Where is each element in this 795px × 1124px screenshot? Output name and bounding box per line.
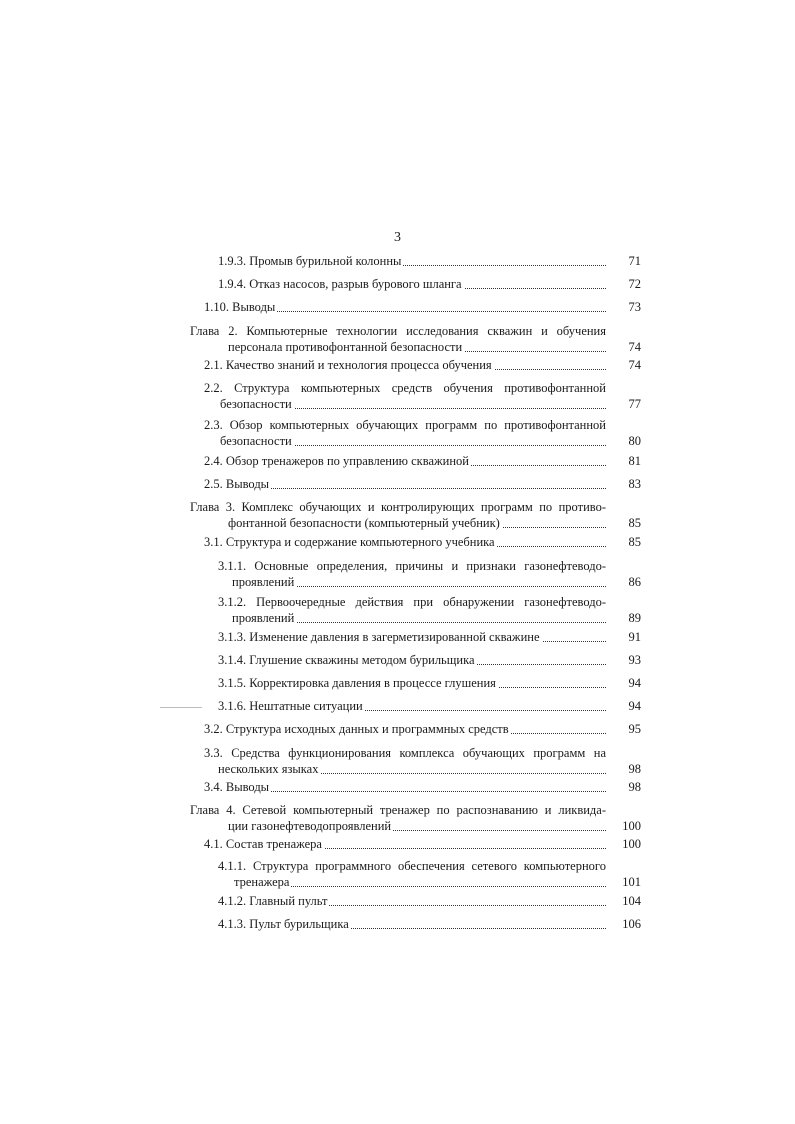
toc-entry-text: 3.4. Выводы [204, 780, 270, 794]
toc-entry-line [218, 698, 606, 714]
toc-entry-line [204, 357, 606, 373]
toc-entry-line [204, 453, 606, 469]
toc-page-number: 73 [628, 300, 641, 314]
toc-entry-line [204, 745, 606, 761]
toc-entry-line [204, 721, 606, 737]
toc-entry-line [204, 836, 606, 852]
toc-page-number: 101 [622, 875, 641, 889]
toc-entry-text: 3.1.1. Основные определения, причины и признаки газонефтеводо- [218, 559, 606, 573]
toc-entry-text: Глава 4. Сетевой компьютерный тренажер по распознаванию и ликвида- [190, 803, 606, 817]
toc-entry-line [190, 802, 606, 818]
toc-page-number: 100 [622, 819, 641, 833]
toc-entry-text: 2.4. Обзор тренажеров по управлению скважиной [204, 454, 469, 468]
toc-entry-text: 4.1.2. Главный пульт [218, 894, 328, 908]
toc-entry-line [190, 323, 606, 339]
toc-entry-text: тренажера [234, 875, 290, 889]
toc-entry-line [234, 874, 606, 890]
toc-page-number: 106 [622, 917, 641, 931]
toc-page-number: 85 [628, 535, 641, 549]
toc-entry-text: ции газонефтеводопроявлений [228, 819, 392, 833]
toc-page-number: 77 [628, 397, 641, 411]
toc-entry-text: 3.1.3. Изменение давления в загерметизированной скважине [218, 630, 540, 644]
toc-page-number: 95 [628, 722, 641, 736]
toc-entry-line [232, 610, 606, 626]
toc-entry-text: 1.9.4. Отказ насосов, разрыв бурового шланга [218, 277, 462, 291]
toc-entry-text: 1.10. Выводы [204, 300, 276, 314]
toc-entry-line [204, 299, 606, 315]
toc-entry-line [228, 515, 606, 531]
toc-entry-line [204, 476, 606, 492]
toc-page-number: 94 [628, 676, 641, 690]
toc-entry-text: безопасности [220, 434, 292, 448]
toc-entry-line [220, 396, 606, 412]
toc-entry-text: 3.1.4. Глушение скважины методом бурильщика [218, 653, 475, 667]
toc-entry-text: безопасности [220, 397, 292, 411]
toc-entry-text: 1.9.3. Промыв бурильной колонны [218, 254, 402, 268]
toc-entry-text: 2.2. Структура компьютерных средств обучения противофонтанной [204, 381, 606, 395]
toc-page-number: 80 [628, 434, 641, 448]
toc-entry-line [218, 652, 606, 668]
toc-page-number: 93 [628, 653, 641, 667]
toc-page-number: 85 [628, 516, 641, 530]
toc-entry-line [204, 417, 606, 433]
toc-entry-line [220, 433, 606, 449]
toc-page-number: 74 [628, 358, 641, 372]
toc-entry-text: 2.3. Обзор компьютерных обучающих программ по противофонтанной [204, 418, 606, 432]
toc-entry-line [228, 339, 606, 355]
toc-entry-text: 3.1.5. Корректировка давления в процессе глушения [218, 676, 496, 690]
page-number: 3 [394, 230, 401, 245]
toc-entry-line [218, 558, 606, 574]
toc-entry-line [218, 916, 606, 932]
toc-page-number: 98 [628, 780, 641, 794]
toc-entry-line [218, 276, 606, 292]
toc-entry-line [190, 499, 606, 515]
toc-entry-text: Глава 3. Комплекс обучающих и контролирующих программ по противо- [190, 500, 606, 514]
toc-page-number: 100 [622, 837, 641, 851]
toc-entry-text: проявлений [232, 575, 295, 589]
toc-entry-line [218, 893, 606, 909]
toc-entry-line [204, 779, 606, 795]
toc-page-number: 94 [628, 699, 641, 713]
scan-mark [160, 707, 202, 708]
toc-entry-text: нескольких языках [218, 762, 319, 776]
toc-page-number: 98 [628, 762, 641, 776]
toc-entry-line [218, 594, 606, 610]
toc-page-number: 74 [628, 340, 641, 354]
toc-entry-line [228, 818, 606, 834]
toc-page-number: 83 [628, 477, 641, 491]
toc-entry-text: персонала противофонтанной безопасности [228, 340, 463, 354]
toc-page-number: 86 [628, 575, 641, 589]
toc-entry-text: 4.1.3. Пульт бурильщика [218, 917, 349, 931]
toc-entry-text: 3.3. Средства функционирования комплекса обучающих программ на [204, 746, 606, 760]
toc-entry-text: проявлений [232, 611, 295, 625]
toc-entry-text: 2.5. Выводы [204, 477, 270, 491]
toc-entry-line [218, 629, 606, 645]
toc-entry-text: 3.1.6. Нештатные ситуации [218, 699, 363, 713]
toc-entry-text: 4.1.1. Структура программного обеспечения сетевого компьютерного [218, 859, 606, 873]
toc-entry-text: Глава 2. Компьютерные технологии исследования скважин и обучения [190, 324, 606, 338]
toc-entry-line [218, 858, 606, 874]
toc-page-number: 104 [622, 894, 641, 908]
toc-entry-text: фонтанной безопасности (компьютерный учебник) [228, 516, 500, 530]
toc-entry-line [218, 675, 606, 691]
toc-page-number: 81 [628, 454, 641, 468]
toc-page-number: 89 [628, 611, 641, 625]
toc-page-number: 71 [628, 254, 641, 268]
toc-page-number: 91 [628, 630, 641, 644]
toc-entry-line [204, 380, 606, 396]
toc-entry-text: 3.2. Структура исходных данных и программных средств [204, 722, 509, 736]
toc-entry-text: 3.1.2. Первоочередные действия при обнаружении газонефтеводо- [218, 595, 606, 609]
toc-entry-line [218, 761, 606, 777]
toc-entry-text: 4.1. Состав тренажера [204, 837, 322, 851]
toc-entry-line [204, 534, 606, 550]
toc-page-number: 72 [628, 277, 641, 291]
toc-entry-text: 2.1. Качество знаний и технология процесса обучения [204, 358, 492, 372]
toc-entry-line [218, 253, 606, 269]
toc-entry-text: 3.1. Структура и содержание компьютерного учебника [204, 535, 495, 549]
toc-entry-line [232, 574, 606, 590]
